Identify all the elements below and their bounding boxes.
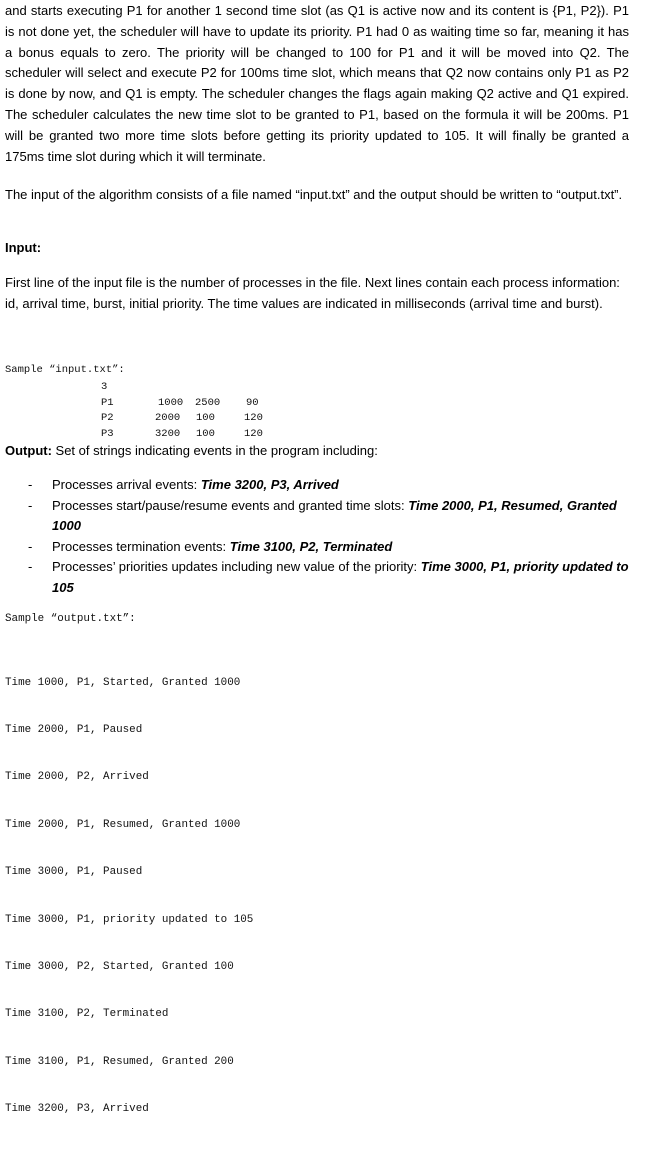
output-line: Time 3200, P3, Arrived <box>5 1103 149 1116</box>
output-line: Time 2000, P2, Arrived <box>5 771 149 784</box>
sample-input-row-burst: 100 <box>196 412 215 424</box>
sample-output-label: Sample “output.txt”: <box>5 613 136 625</box>
output-line: Time 2000, P1, Paused <box>5 723 143 736</box>
output-line: Time 3100, P1, Resumed, Granted 200 <box>5 1055 234 1068</box>
example-event: Time 3200, P3, Arrived <box>200 477 339 492</box>
example-event: Time 3000, P1, priority updated to 105 <box>52 559 629 595</box>
sample-input-row-priority: 120 <box>244 428 263 440</box>
input-format-paragraph: First line of the input file is the number of processes in the file. Next lines contain each process information: id, arrival time, burst, initial priority. The time values are indicated in milliseconds (arrival time and burst). <box>5 275 620 311</box>
output-line: Time 3000, P1, priority updated to 105 <box>5 913 254 926</box>
sample-input-row-priority: 90 <box>246 397 259 409</box>
sample-input-row-burst: 2500 <box>195 397 221 409</box>
sample-input-row-burst: 100 <box>196 428 215 440</box>
sample-input-row-arrival: 2000 <box>155 412 181 424</box>
sample-input-row-id: P2 <box>101 412 114 424</box>
sample-input-count: 3 <box>101 381 108 393</box>
output-heading: Output: <box>5 443 52 458</box>
sample-output-lines <box>5 644 253 1150</box>
list-item: - Processes start/pause/resume events and granted time slots: Time 2000, P1, Resumed, Granted 1000 <box>28 497 617 534</box>
scheduler-explanation-paragraph: and starts executing P1 for another 1 second time slot (as Q1 is active now and its content is {P1, P2}). P1 is not done yet, the scheduler will have to update its priority. P1 had 0 as waiting time so far, meaning it has a bonus equals to zero. The priority will be changed to 100 for P1 and it will be moved into Q2. The scheduler will select and execute P2 for 100ms time slot, which means that Q2 now contains only P1 as P2 is done by now, and Q1 is empty. The scheduler changes the flags again making Q2 active and Q1 expired. The scheduler calculates the new time slot to be granted to P1, based on the formula it will be 200ms. P1 will be granted two more time slots before getting its priority updated to 105. It will finally be granted a 175ms time slot during which it will terminate. <box>5 3 629 164</box>
output-line: Time 3000, P1, Paused <box>5 866 143 879</box>
input-heading: Input: <box>5 240 42 255</box>
example-event: Time 2000, P1, Resumed, Granted 1000 <box>52 497 617 534</box>
output-events-list <box>28 475 632 599</box>
output-line: Time 3000, P2, Started, Granted 100 <box>5 960 234 973</box>
io-files-paragraph: The input of the algorithm consists of a file named “input.txt” and the output should be written to “output.txt”. <box>5 187 623 202</box>
output-description <box>5 441 629 462</box>
output-intro-text: Set of strings indicating events in the program including: <box>51 443 378 458</box>
output-line: Time 1000, P1, Started, Granted 1000 <box>5 676 241 689</box>
list-item: - Processes arrival events: Time 3200, P3, Arrived <box>28 477 339 492</box>
output-line: Time 2000, P1, Resumed, Granted 1000 <box>5 818 241 831</box>
sample-input-row-id: P3 <box>101 428 114 440</box>
list-item: - Processes termination events: Time 3100, P2, Terminated <box>28 538 393 554</box>
sample-input-row-arrival: 3200 <box>155 428 181 440</box>
sample-input-row-arrival: 1000 <box>158 397 184 409</box>
sample-input-label: Sample “input.txt”: <box>5 364 125 376</box>
list-item: - Processes’ priorities updates including new value of the priority: Time 3000, P1, priority updated to 105 <box>28 559 629 595</box>
sample-input-row-id: P1 <box>101 397 114 409</box>
output-line: Time 3100, P2, Terminated <box>5 1008 169 1021</box>
example-event: Time 3100, P2, Terminated <box>229 538 393 554</box>
sample-input-row-priority: 120 <box>244 412 263 424</box>
